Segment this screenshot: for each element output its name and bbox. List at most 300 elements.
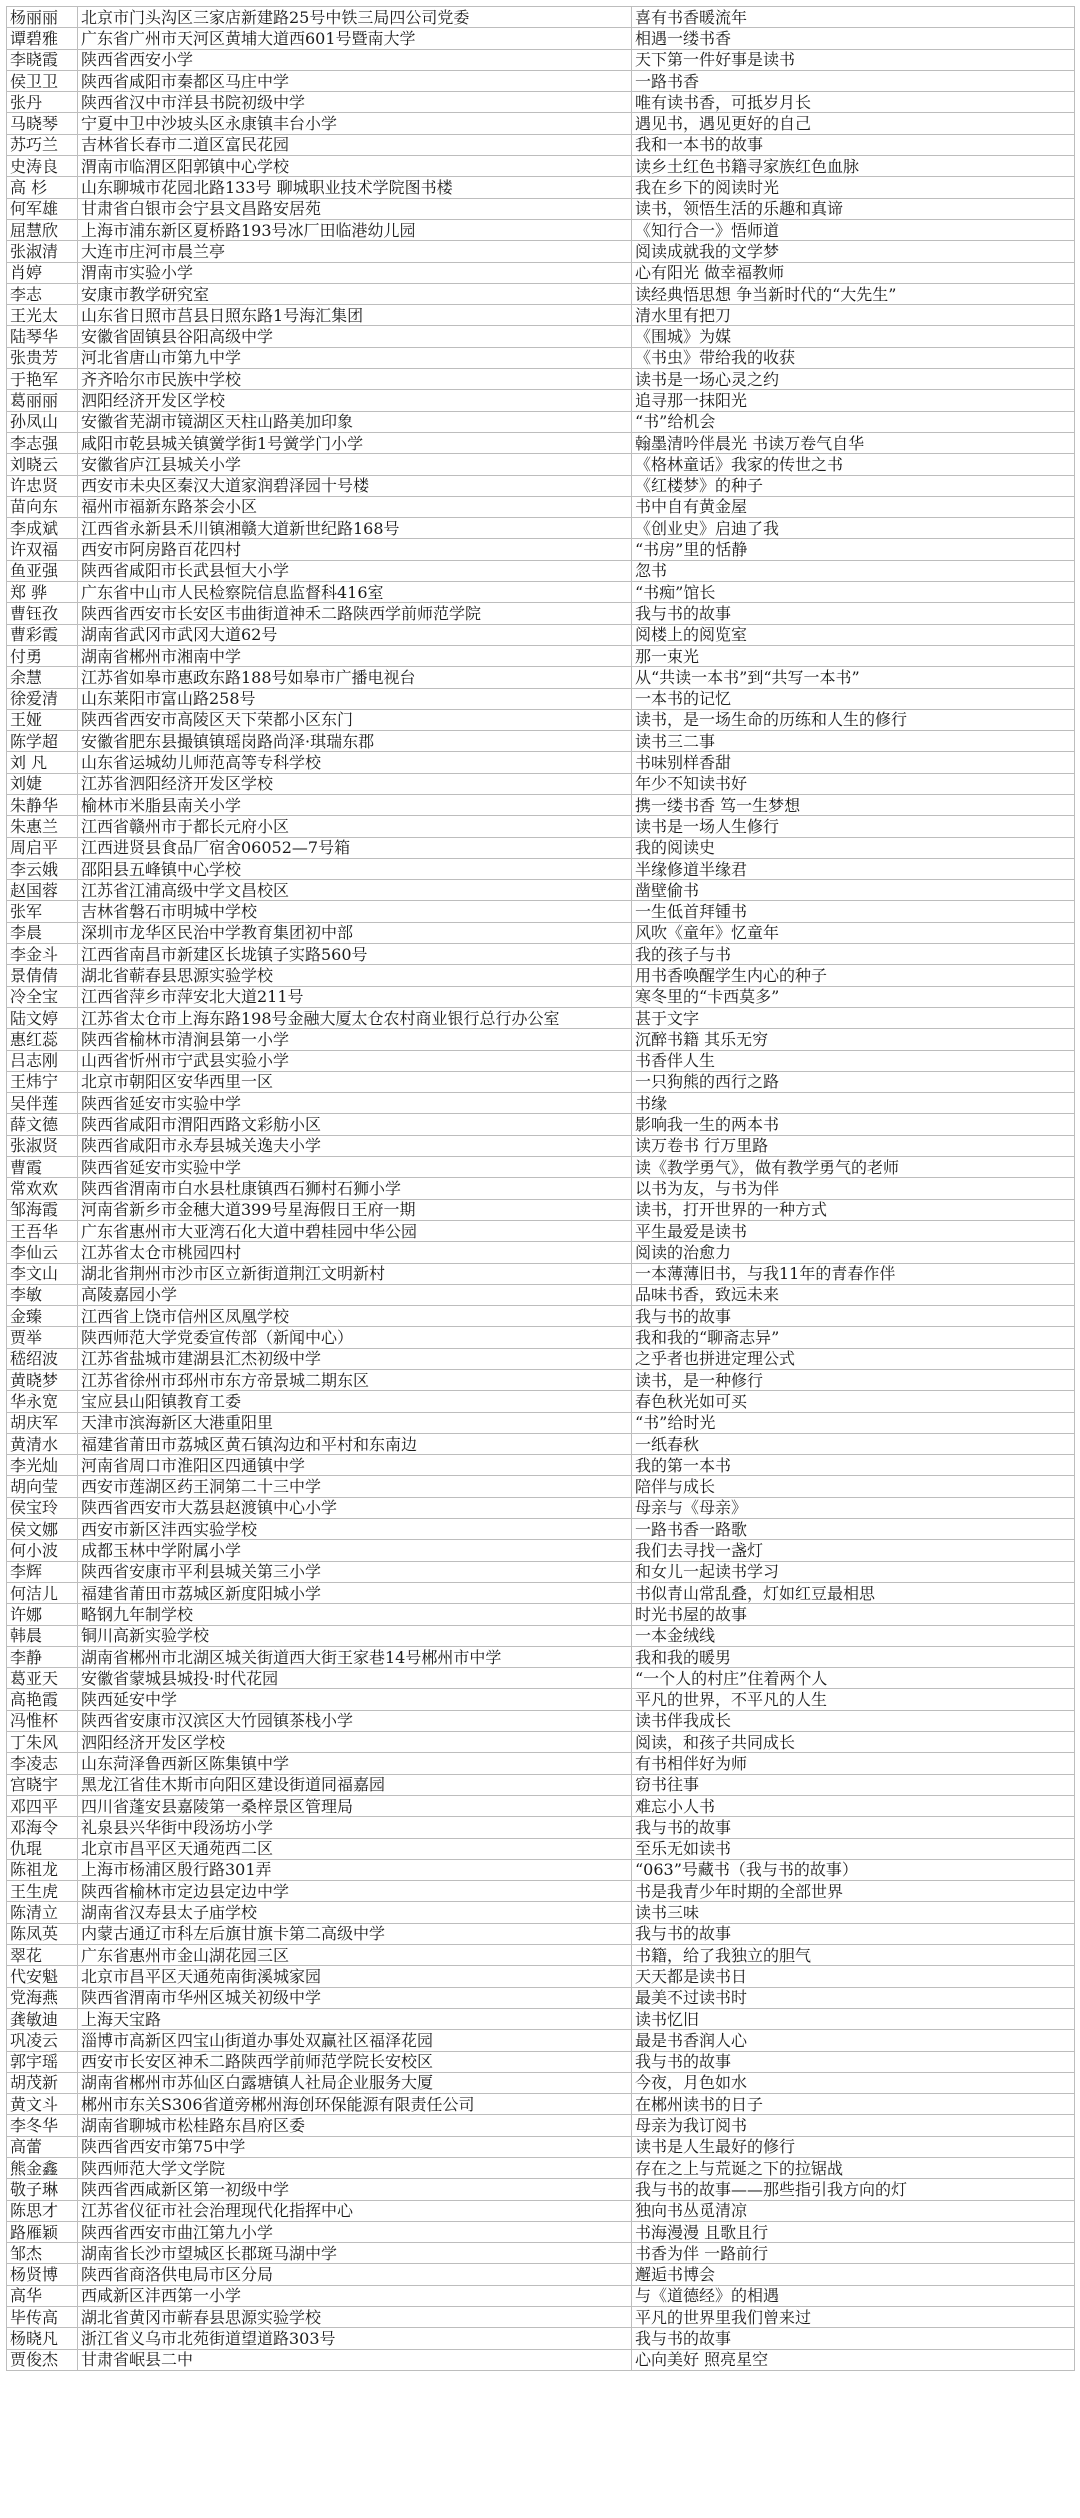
address-cell: 陕西省西咸新区第一初级中学 (78, 2179, 632, 2200)
table-row (7, 1306, 1075, 1327)
address-cell: 榆林市米脂县南关小学 (78, 794, 632, 815)
address-cell: 成都玉林中学附属小学 (78, 1540, 632, 1561)
name-cell: 吕志刚 (7, 1050, 78, 1071)
table-row (7, 2030, 1075, 2051)
address-cell: 甘肃省岷县二中 (78, 2349, 632, 2370)
title-cell: 《书虫》带给我的收获 (632, 347, 1075, 368)
table-row (7, 2115, 1075, 2136)
name-cell: 侯文娜 (7, 1519, 78, 1540)
address-cell: 咸阳市乾县城关镇黉学街1号黉学门小学 (78, 432, 632, 453)
name-cell: 贾举 (7, 1327, 78, 1348)
name-cell: 王生虎 (7, 1881, 78, 1902)
title-cell: 心向美好 照亮星空 (632, 2349, 1075, 2370)
table-row (7, 2094, 1075, 2115)
table-row (7, 1625, 1075, 1646)
name-cell: 杨贤博 (7, 2264, 78, 2285)
title-cell: 与《道德经》的相遇 (632, 2285, 1075, 2306)
name-cell: 惠红蕊 (7, 1029, 78, 1050)
address-cell: 礼泉县兴华街中段汤坊小学 (78, 1817, 632, 1838)
table-row (7, 2307, 1075, 2328)
table-row (7, 1497, 1075, 1518)
table-row (7, 1263, 1075, 1284)
table-row (7, 496, 1075, 517)
name-cell: 张丹 (7, 92, 78, 113)
title-cell: 一本书的记忆 (632, 688, 1075, 709)
address-cell: 安徽省庐江县城关小学 (78, 454, 632, 475)
table-row (7, 1114, 1075, 1135)
address-cell: 江苏省太仓市桃园四村 (78, 1242, 632, 1263)
address-cell: 湖北省蕲春县思源实验学校 (78, 965, 632, 986)
address-cell: 上海市浦东新区夏桥路193号冰厂田临港幼儿园 (78, 219, 632, 240)
address-cell: 浙江省义乌市北苑街道望道路303号 (78, 2328, 632, 2349)
address-cell: 江苏省太仓市上海东路198号金融大厦太仓农村商业银行总行办公室 (78, 1007, 632, 1028)
address-cell: 湖南省郴州市苏仙区白露塘镇人社局企业服务大厦 (78, 2072, 632, 2093)
address-cell: 河北省唐山市第九中学 (78, 347, 632, 368)
address-cell: 甘肃省白银市会宁县文昌路安居苑 (78, 198, 632, 219)
title-cell: 《红楼梦》的种子 (632, 475, 1075, 496)
table-row (7, 965, 1075, 986)
title-cell: 读书三味 (632, 1902, 1075, 1923)
table-row (7, 1071, 1075, 1092)
address-cell: 淄博市高新区四宝山街道办事处双赢社区福泽花园 (78, 2030, 632, 2051)
title-cell: 寒冬里的“卡西莫多” (632, 986, 1075, 1007)
name-cell: 巩凌云 (7, 2030, 78, 2051)
title-cell: 我和我的“聊斋志异” (632, 1327, 1075, 1348)
table-row (7, 1795, 1075, 1816)
address-cell: 山东省运城幼儿师范高等专科学校 (78, 752, 632, 773)
table-row (7, 1923, 1075, 1944)
table-row (7, 1519, 1075, 1540)
table-row (7, 773, 1075, 794)
table-row (7, 816, 1075, 837)
address-cell: 陕西省汉中市洋县书院初级中学 (78, 92, 632, 113)
name-cell: 马晓琴 (7, 113, 78, 134)
name-cell: 李晨 (7, 922, 78, 943)
name-cell: 王娅 (7, 709, 78, 730)
table-row (7, 1178, 1075, 1199)
address-cell: 齐齐哈尔市民族中学校 (78, 369, 632, 390)
table-row (7, 1220, 1075, 1241)
name-cell: 李敏 (7, 1284, 78, 1305)
address-cell: 陕西省安康市平利县城关第三小学 (78, 1561, 632, 1582)
title-cell: 今夜，月色如水 (632, 2072, 1075, 2093)
title-cell: 一纸春秋 (632, 1433, 1075, 1454)
table-row (7, 1561, 1075, 1582)
name-cell: 许双福 (7, 539, 78, 560)
table-row (7, 1540, 1075, 1561)
table-row (7, 518, 1075, 539)
name-cell: 丁朱风 (7, 1732, 78, 1753)
table-row (7, 1689, 1075, 1710)
name-cell: 胡庆军 (7, 1412, 78, 1433)
address-cell: 江苏省如皋市惠政东路188号如皋市广播电视台 (78, 667, 632, 688)
address-cell: 湖南省郴州市湘南中学 (78, 645, 632, 666)
name-cell: 黄文斗 (7, 2094, 78, 2115)
table-row (7, 1945, 1075, 1966)
name-cell: 景倩倩 (7, 965, 78, 986)
table-row (7, 2243, 1075, 2264)
title-cell: 风吹《童年》忆童年 (632, 922, 1075, 943)
title-cell: “063”号藏书（我与书的故事） (632, 1859, 1075, 1880)
name-cell: 仇琨 (7, 1838, 78, 1859)
name-cell: 代安魁 (7, 1966, 78, 1987)
title-cell: 平生最爱是读书 (632, 1220, 1075, 1241)
title-cell: 读书，是一场生命的历练和人生的修行 (632, 709, 1075, 730)
table-row (7, 837, 1075, 858)
name-cell: 杨晓凡 (7, 2328, 78, 2349)
address-cell: 河南省周口市淮阳区四通镇中学 (78, 1455, 632, 1476)
address-cell: 西安市长安区神禾二路陕西学前师范学院长安校区 (78, 2051, 632, 2072)
table-row (7, 1966, 1075, 1987)
table-row (7, 283, 1075, 304)
name-cell: 许忠贤 (7, 475, 78, 496)
title-cell: 阅读的治愈力 (632, 1242, 1075, 1263)
address-cell: 陕西省咸阳市长武县恒大小学 (78, 560, 632, 581)
address-cell: 江西省赣州市于都长元府小区 (78, 816, 632, 837)
name-cell: 黄晓梦 (7, 1370, 78, 1391)
title-cell: 读书忆旧 (632, 2008, 1075, 2029)
table-row (7, 624, 1075, 645)
name-cell: 李凌志 (7, 1753, 78, 1774)
title-cell: 读书伴我成长 (632, 1710, 1075, 1731)
table-row (7, 858, 1075, 879)
title-cell: 我与书的故事 (632, 603, 1075, 624)
name-cell: 陈学超 (7, 731, 78, 752)
address-cell: 西安市新区沣西实验学校 (78, 1519, 632, 1540)
table-row (7, 1881, 1075, 1902)
title-cell: 至乐无如读书 (632, 1838, 1075, 1859)
address-cell: 山东菏泽鲁西新区陈集镇中学 (78, 1753, 632, 1774)
table-row (7, 582, 1075, 603)
table-row (7, 1242, 1075, 1263)
table-row (7, 539, 1075, 560)
table-row (7, 880, 1075, 901)
address-cell: 吉林省磐石市明城中学校 (78, 901, 632, 922)
name-cell: 贾俊杰 (7, 2349, 78, 2370)
title-cell: 读乡土红色书籍寻家族红色血脉 (632, 156, 1075, 177)
table-row (7, 1753, 1075, 1774)
address-cell: 泗阳经济开发区学校 (78, 1732, 632, 1753)
address-cell: 湖南省武冈市武冈大道62号 (78, 624, 632, 645)
address-cell: 福建省莆田市荔城区黄石镇沟边和平村和东南边 (78, 1433, 632, 1454)
address-cell: 陕西省咸阳市永寿县城关逸夫小学 (78, 1135, 632, 1156)
table-row (7, 432, 1075, 453)
title-cell: “书痴”馆长 (632, 582, 1075, 603)
name-cell: 李文山 (7, 1263, 78, 1284)
title-cell: 清水里有把刀 (632, 305, 1075, 326)
address-cell: 湖南省汉寿县太子庙学校 (78, 1902, 632, 1923)
title-cell: 天下第一件好事是读书 (632, 49, 1075, 70)
table-row (7, 177, 1075, 198)
address-cell: 宝应县山阳镇教育工委 (78, 1391, 632, 1412)
table-row (7, 2179, 1075, 2200)
table-row (7, 2200, 1075, 2221)
name-cell: 胡茂新 (7, 2072, 78, 2093)
address-cell: 略钢九年制学校 (78, 1604, 632, 1625)
table-row (7, 1370, 1075, 1391)
table-row (7, 1582, 1075, 1603)
table-row (7, 709, 1075, 730)
name-cell: 朱静华 (7, 794, 78, 815)
title-cell: 我和一本书的故事 (632, 134, 1075, 155)
address-cell: 陕西省西安市高陵区天下荣都小区东门 (78, 709, 632, 730)
title-cell: 书缘 (632, 1093, 1075, 1114)
title-cell: 喜有书香暖流年 (632, 7, 1075, 28)
address-cell: 陕西省西安市大荔县赵渡镇中心小学 (78, 1497, 632, 1518)
address-cell: 广东省广州市天河区黄埔大道西601号暨南大学 (78, 28, 632, 49)
title-cell: 和女儿一起读书学习 (632, 1561, 1075, 1582)
name-cell: 郑 骅 (7, 582, 78, 603)
address-cell: 铜川高新实验学校 (78, 1625, 632, 1646)
address-cell: 陕西省延安市实验中学 (78, 1157, 632, 1178)
address-cell: 江苏省江浦高级中学文昌校区 (78, 880, 632, 901)
table-row (7, 113, 1075, 134)
name-cell: 肖婷 (7, 262, 78, 283)
title-cell: 我们去寻找一盏灯 (632, 1540, 1075, 1561)
address-cell: 内蒙古通辽市科左后旗甘旗卡第二高级中学 (78, 1923, 632, 1944)
address-cell: 陕西省咸阳市渭阳西路文彩舫小区 (78, 1114, 632, 1135)
name-cell: 邹杰 (7, 2243, 78, 2264)
table-row (7, 2051, 1075, 2072)
title-cell: 唯有读书香，可抵岁月长 (632, 92, 1075, 113)
table-row (7, 2349, 1075, 2370)
name-cell: 曹霞 (7, 1157, 78, 1178)
address-cell: 西咸新区沣西第一小学 (78, 2285, 632, 2306)
name-cell: 王光太 (7, 305, 78, 326)
table-row (7, 1604, 1075, 1625)
name-cell: 侯卫卫 (7, 70, 78, 91)
name-cell: 邓海令 (7, 1817, 78, 1838)
title-cell: 书海漫漫 且歌且行 (632, 2221, 1075, 2242)
table-row (7, 70, 1075, 91)
address-cell: 吉林省长春市二道区富民花园 (78, 134, 632, 155)
title-cell: 一生低首拜锺书 (632, 901, 1075, 922)
name-cell: 陆琴华 (7, 326, 78, 347)
name-cell: 李仙云 (7, 1242, 78, 1263)
address-cell: 江西省上饶市信州区凤凰学校 (78, 1306, 632, 1327)
title-cell: 一本薄薄旧书，与我11年的青春作伴 (632, 1263, 1075, 1284)
title-cell: 我的第一本书 (632, 1455, 1075, 1476)
name-cell: 敬子琳 (7, 2179, 78, 2200)
title-cell: 我在乡下的阅读时光 (632, 177, 1075, 198)
table-row (7, 1327, 1075, 1348)
name-cell: 陈思才 (7, 2200, 78, 2221)
address-cell: 黑龙江省佳木斯市向阳区建设街道同福嘉园 (78, 1774, 632, 1795)
name-cell: 胡向莹 (7, 1476, 78, 1497)
table-row (7, 347, 1075, 368)
address-cell: 陕西省渭南市华州区城关初级中学 (78, 1987, 632, 2008)
name-cell: 许娜 (7, 1604, 78, 1625)
address-cell: 江西省萍乡市萍安北大道211号 (78, 986, 632, 1007)
name-cell: 宫晓宇 (7, 1774, 78, 1795)
title-cell: 最是书香润人心 (632, 2030, 1075, 2051)
address-cell: 上海天宝路 (78, 2008, 632, 2029)
title-cell: 用书香唤醒学生内心的种子 (632, 965, 1075, 986)
table-row (7, 219, 1075, 240)
name-cell: 嵇绍波 (7, 1348, 78, 1369)
address-cell: 湖南省郴州市北湖区城关街道西大街王家巷14号郴州市中学 (78, 1646, 632, 1667)
title-cell: 我与书的故事 (632, 1817, 1075, 1838)
title-cell: “书房”里的恬静 (632, 539, 1075, 560)
address-cell: 渭南市临渭区阳郭镇中心学校 (78, 156, 632, 177)
title-cell: 我与书的故事——那些指引我方向的灯 (632, 2179, 1075, 2200)
name-cell: 侯宝玲 (7, 1497, 78, 1518)
address-cell: 安徽省蒙城县城投·时代花园 (78, 1668, 632, 1689)
table-row (7, 1157, 1075, 1178)
name-cell: 朱惠兰 (7, 816, 78, 837)
table-row (7, 1476, 1075, 1497)
title-cell: 时光书屋的故事 (632, 1604, 1075, 1625)
address-cell: 福建省莆田市荔城区新度阳城小学 (78, 1582, 632, 1603)
title-cell: 窃书往事 (632, 1774, 1075, 1795)
table-row (7, 922, 1075, 943)
title-cell: “书”给时光 (632, 1412, 1075, 1433)
table-row (7, 1433, 1075, 1454)
name-cell: 李冬华 (7, 2115, 78, 2136)
title-cell: 最美不过读书时 (632, 1987, 1075, 2008)
title-cell: 我与书的故事 (632, 2051, 1075, 2072)
name-cell: 王炜宁 (7, 1071, 78, 1092)
table-row (7, 2328, 1075, 2349)
name-cell: 何军雄 (7, 198, 78, 219)
name-cell: 苗向东 (7, 496, 78, 517)
table-row (7, 688, 1075, 709)
name-cell: 曹钰孜 (7, 603, 78, 624)
address-cell: 山东莱阳市富山路258号 (78, 688, 632, 709)
title-cell: 携一缕书香 笃一生梦想 (632, 794, 1075, 815)
title-cell: 有书相伴好为师 (632, 1753, 1075, 1774)
name-cell: 李辉 (7, 1561, 78, 1582)
address-cell: 陕西省西安小学 (78, 49, 632, 70)
table-row (7, 475, 1075, 496)
table-body (7, 7, 1075, 2371)
name-cell: 张军 (7, 901, 78, 922)
title-cell: 《围城》为媒 (632, 326, 1075, 347)
table-row (7, 901, 1075, 922)
name-cell: 徐爱清 (7, 688, 78, 709)
table-row (7, 156, 1075, 177)
name-cell: 李晓霞 (7, 49, 78, 70)
submission-table (6, 6, 1075, 2371)
title-cell: 书似青山常乱叠，灯如红豆最相思 (632, 1582, 1075, 1603)
table-row (7, 667, 1075, 688)
address-cell: 广东省惠州市金山湖花园三区 (78, 1945, 632, 1966)
name-cell: 陆文婷 (7, 1007, 78, 1028)
address-cell: 广东省中山市人民检察院信息监督科416室 (78, 582, 632, 603)
address-cell: 北京市昌平区天通苑南街溪城家园 (78, 1966, 632, 1987)
title-cell: 读书，打开世界的一种方式 (632, 1199, 1075, 1220)
table-row (7, 92, 1075, 113)
title-cell: 陪伴与成长 (632, 1476, 1075, 1497)
address-cell: 西安市未央区秦汉大道家润碧泽园十号楼 (78, 475, 632, 496)
title-cell: 书香伴人生 (632, 1050, 1075, 1071)
title-cell: 一路书香一路歌 (632, 1519, 1075, 1540)
table-row (7, 1455, 1075, 1476)
address-cell: 陕西省延安市实验中学 (78, 1093, 632, 1114)
title-cell: 阅读成就我的文学梦 (632, 241, 1075, 262)
title-cell: 在郴州读书的日子 (632, 2094, 1075, 2115)
name-cell: 李云娥 (7, 858, 78, 879)
name-cell: 常欢欢 (7, 1178, 78, 1199)
title-cell: 影响我一生的两本书 (632, 1114, 1075, 1135)
title-cell: 读书是人生最好的修行 (632, 2136, 1075, 2157)
address-cell: 陕西省榆林市定边县定边中学 (78, 1881, 632, 1902)
title-cell: 《创业史》启迪了我 (632, 518, 1075, 539)
table-row (7, 2264, 1075, 2285)
address-cell: 江苏省徐州市邳州市东方帝景城二期东区 (78, 1370, 632, 1391)
address-cell: 陕西省西安市长安区韦曲街道神禾二路陕西学前师范学院 (78, 603, 632, 624)
address-cell: 广东省惠州市大亚湾石化大道中碧桂园中华公园 (78, 1220, 632, 1241)
title-cell: 母亲为我订阅书 (632, 2115, 1075, 2136)
title-cell: 读书，领悟生活的乐趣和真谛 (632, 198, 1075, 219)
name-cell: 屈慧欣 (7, 219, 78, 240)
address-cell: 陕西省安康市汉滨区大竹园镇茶栈小学 (78, 1710, 632, 1731)
title-cell: “书”给机会 (632, 411, 1075, 432)
address-cell: 山东省日照市莒县日照东路1号海汇集团 (78, 305, 632, 326)
address-cell: 高陵嘉园小学 (78, 1284, 632, 1305)
title-cell: 一路书香 (632, 70, 1075, 91)
address-cell: 江苏省仪征市社会治理现代化指挥中心 (78, 2200, 632, 2221)
name-cell: 付勇 (7, 645, 78, 666)
name-cell: 李成斌 (7, 518, 78, 539)
name-cell: 何洁儿 (7, 1582, 78, 1603)
name-cell: 赵国蓉 (7, 880, 78, 901)
table-row (7, 262, 1075, 283)
table-row (7, 731, 1075, 752)
table-row (7, 1774, 1075, 1795)
table-row (7, 1135, 1075, 1156)
name-cell: 路雁颖 (7, 2221, 78, 2242)
title-cell: 读书是一场人生修行 (632, 816, 1075, 837)
title-cell: 我与书的故事 (632, 1923, 1075, 1944)
title-cell: 母亲与《母亲》 (632, 1497, 1075, 1518)
address-cell: 江西省永新县禾川镇湘赣大道新世纪路168号 (78, 518, 632, 539)
name-cell: 冷全宝 (7, 986, 78, 1007)
address-cell: 四川省蓬安县嘉陵第一桑梓景区管理局 (78, 1795, 632, 1816)
address-cell: 郴州市东关S306省道旁郴州海创环保能源有限责任公司 (78, 2094, 632, 2115)
title-cell: 我的阅读史 (632, 837, 1075, 858)
table-row (7, 944, 1075, 965)
title-cell: 忽书 (632, 560, 1075, 581)
title-cell: 书籍，给了我独立的胆气 (632, 1945, 1075, 1966)
address-cell: 陕西师范大学党委宣传部（新闻中心） (78, 1327, 632, 1348)
title-cell: 半缘修道半缘君 (632, 858, 1075, 879)
title-cell: 一只狗熊的西行之路 (632, 1071, 1075, 1092)
address-cell: 陕西省西安市第75中学 (78, 2136, 632, 2157)
name-cell: 韩晨 (7, 1625, 78, 1646)
table-row (7, 1050, 1075, 1071)
title-cell: 我的孩子与书 (632, 944, 1075, 965)
name-cell: 陈清立 (7, 1902, 78, 1923)
name-cell: 何小波 (7, 1540, 78, 1561)
address-cell: 安徽省芜湖市镜湖区天柱山路美加印象 (78, 411, 632, 432)
table-row (7, 794, 1075, 815)
address-cell: 陕西省西安市曲江第九小学 (78, 2221, 632, 2242)
title-cell: 邂逅书博会 (632, 2264, 1075, 2285)
address-cell: 江苏省盐城市建湖县汇杰初级中学 (78, 1348, 632, 1369)
address-cell: 上海市杨浦区殷行路301弄 (78, 1859, 632, 1880)
address-cell: 陕西省咸阳市秦都区马庄中学 (78, 70, 632, 91)
table-row (7, 305, 1075, 326)
table-row (7, 326, 1075, 347)
table-row (7, 49, 1075, 70)
table-row (7, 411, 1075, 432)
title-cell: 书中自有黄金屋 (632, 496, 1075, 517)
address-cell: 山西省忻州市宁武县实验小学 (78, 1050, 632, 1071)
table-row (7, 2072, 1075, 2093)
address-cell: 泗阳经济开发区学校 (78, 390, 632, 411)
address-cell: 陕西师范大学文学院 (78, 2157, 632, 2178)
